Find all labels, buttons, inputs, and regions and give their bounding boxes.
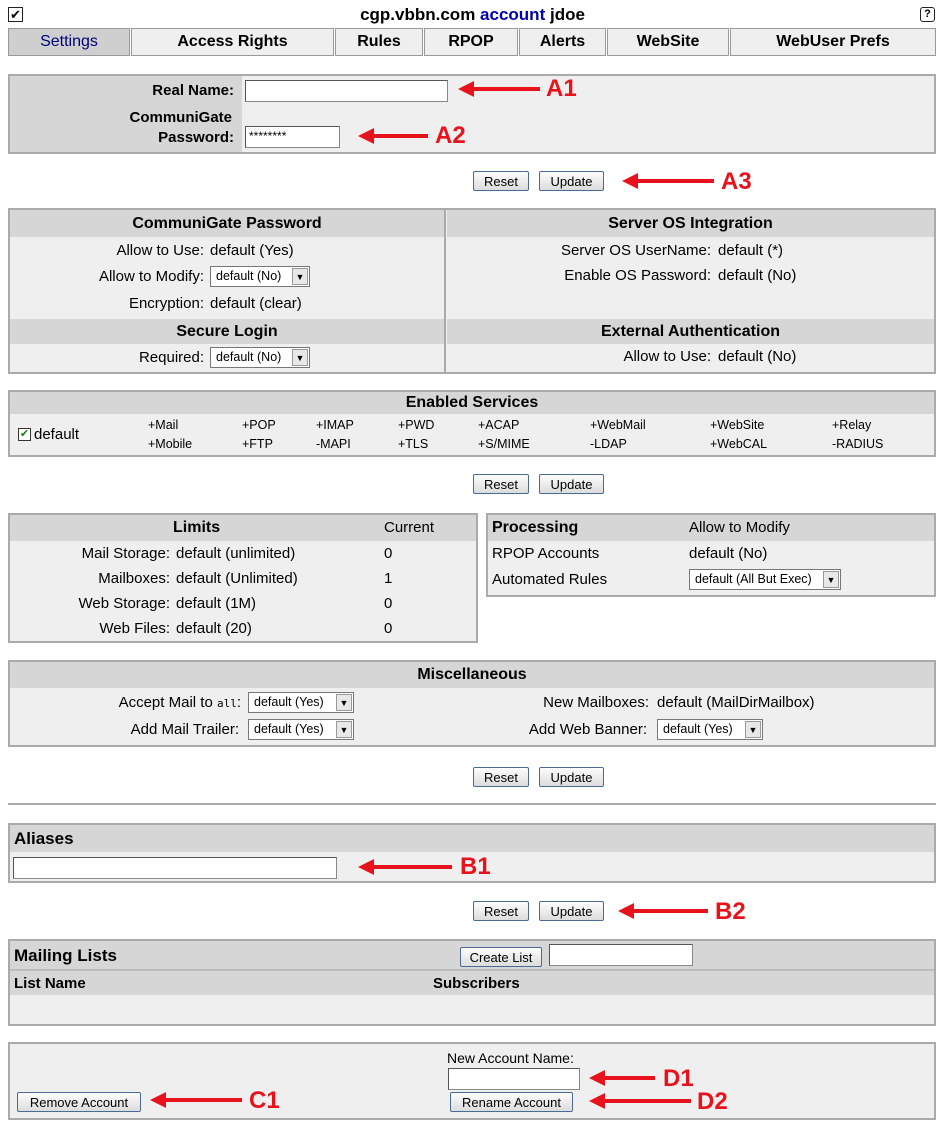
help-icon[interactable]: ? — [920, 7, 935, 22]
mail-storage-value: default (unlimited) — [176, 545, 296, 562]
mail-storage-label: Mail Storage: — [81, 545, 170, 562]
os-password-value: default (No) — [718, 267, 797, 284]
new-list-input[interactable] — [549, 944, 693, 966]
tab-alerts[interactable]: Alerts — [519, 28, 606, 56]
reset-button-services[interactable]: Reset — [473, 474, 529, 494]
mailboxes-current: 1 — [384, 570, 393, 587]
remove-account-button[interactable]: Remove Account — [17, 1092, 141, 1112]
allow-modify-label: Allow to Modify: — [98, 268, 204, 285]
services-header: Enabled Services — [10, 392, 934, 414]
web-files-current: 0 — [384, 620, 393, 637]
tab-website[interactable]: WebSite — [607, 28, 729, 56]
mail-trailer-value: default (Yes) — [254, 722, 324, 736]
accept-mail-colon: : — [236, 694, 241, 711]
chevron-down-icon: ▼ — [823, 571, 839, 588]
limits-header: Limits — [173, 519, 221, 536]
mailing-lists-panel — [8, 939, 936, 1026]
update-button-aliases[interactable]: Update — [539, 901, 604, 921]
allow-use-value: default (Yes) — [210, 242, 294, 259]
arrow-a3 — [636, 179, 714, 183]
arrow-b2 — [632, 909, 708, 913]
chevron-down-icon: ▼ — [745, 721, 761, 738]
annotation-c1: C1 — [249, 1087, 280, 1114]
required-label: Required: — [138, 349, 204, 366]
required-select[interactable] — [210, 347, 310, 368]
aliases-header-band — [10, 825, 934, 852]
service-mapi: -MAPI — [316, 437, 351, 451]
tab-settings[interactable]: Settings — [8, 28, 130, 56]
chevron-down-icon: ▼ — [336, 694, 352, 711]
service-relay: +Relay — [832, 418, 872, 432]
secure-login-header: Secure Login — [10, 319, 444, 344]
rules-select[interactable] — [689, 569, 841, 590]
reset-button-misc[interactable]: Reset — [473, 767, 529, 787]
arrow-a1 — [472, 87, 540, 91]
limits-panel — [8, 513, 478, 643]
title-word: account — [480, 5, 546, 24]
divider — [444, 210, 446, 372]
new-account-name-input[interactable] — [448, 1068, 580, 1090]
password-label-line2: Password: — [158, 129, 234, 146]
chevron-down-icon: ▼ — [336, 721, 352, 738]
processing-header: Processing — [492, 519, 579, 536]
os-username-label: Server OS UserName: — [560, 242, 711, 259]
new-mailboxes-value: default (MailDirMailbox) — [657, 694, 815, 711]
arrow-a2 — [372, 134, 428, 138]
os-password-label: Enable OS Password: — [564, 267, 711, 284]
service-tls: +TLS — [398, 437, 429, 451]
chevron-down-icon: ▼ — [292, 349, 308, 366]
new-mailboxes-label: New Mailboxes: — [543, 694, 649, 711]
rules-label: Automated Rules — [492, 571, 608, 588]
rpop-value: default (No) — [689, 545, 768, 562]
real-name-input[interactable] — [245, 80, 448, 102]
update-button-services[interactable]: Update — [539, 474, 604, 494]
password-os-panel — [8, 208, 936, 374]
allow-modify-select[interactable] — [210, 266, 310, 287]
subscribers-column: Subscribers — [433, 975, 520, 992]
service-acap: +ACAP — [478, 418, 520, 432]
annotation-a3: A3 — [721, 168, 752, 195]
allow-modify-value: default (No) — [216, 269, 282, 283]
rename-account-button[interactable]: Rename Account — [450, 1092, 573, 1112]
password-input[interactable]: ******** — [245, 126, 340, 148]
external-auth-header: External Authentication — [447, 319, 934, 344]
processing-panel — [486, 513, 936, 597]
section-divider — [8, 803, 936, 805]
lists-column-divider — [10, 969, 934, 971]
service-pwd: +PWD — [398, 418, 435, 432]
misc-panel — [8, 660, 936, 747]
service-imap: +IMAP — [316, 418, 354, 432]
misc-header: Miscellaneous — [10, 662, 934, 688]
service-webcal: +WebCAL — [710, 437, 768, 451]
new-account-name-label: New Account Name: — [447, 1050, 574, 1066]
aliases-input[interactable] — [13, 857, 337, 879]
accept-mail-code: all — [216, 697, 237, 710]
account-actions-panel — [8, 1042, 936, 1120]
service-ldap: -LDAP — [590, 437, 627, 451]
arrow-d1 — [603, 1076, 655, 1080]
aliases-header: Aliases — [14, 829, 74, 848]
web-banner-select[interactable] — [657, 719, 763, 740]
arrow-b1 — [372, 865, 452, 869]
service-smime: +S/MIME — [478, 437, 530, 451]
update-button-basic[interactable]: Update — [539, 171, 604, 191]
ext-auth-value: default (No) — [718, 348, 797, 365]
service-website: +WebSite — [710, 418, 765, 432]
accept-mail-label — [10, 694, 241, 711]
services-default-checkbox[interactable]: ✔ — [19, 428, 30, 440]
allow-use-label: Allow to Use: — [116, 242, 204, 259]
arrow-d2 — [603, 1099, 691, 1103]
service-mail: +Mail — [148, 418, 179, 432]
annotation-a1: A1 — [546, 75, 577, 102]
accept-mail-select[interactable] — [248, 692, 354, 713]
web-banner-label: Add Web Banner: — [528, 721, 647, 738]
encryption-label: Encryption: — [128, 295, 204, 312]
web-banner-value: default (Yes) — [663, 722, 733, 736]
password-label-line1: CommuniGate — [129, 109, 232, 126]
accept-mail-text: Accept Mail to — [118, 694, 217, 711]
reset-button-basic[interactable]: Reset — [473, 171, 529, 191]
tab-webuser-prefs[interactable]: WebUser Prefs — [730, 28, 936, 56]
encryption-value: default (clear) — [210, 295, 302, 312]
web-files-label: Web Files: — [99, 620, 170, 637]
ext-auth-label: Allow to Use: — [623, 348, 711, 365]
mail-trailer-select[interactable] — [248, 719, 354, 740]
update-button-misc[interactable]: Update — [539, 767, 604, 787]
service-radius: -RADIUS — [832, 437, 884, 451]
cg-password-header: CommuniGate Password — [10, 210, 444, 237]
service-webmail: +WebMail — [590, 418, 646, 432]
accept-mail-value: default (Yes) — [254, 695, 324, 709]
title-user: jdoe — [549, 5, 585, 24]
enabled-services-panel — [8, 390, 936, 457]
service-pop: +POP — [242, 418, 276, 432]
arrow-c1 — [164, 1098, 242, 1102]
annotation-a2: A2 — [435, 122, 466, 149]
rpop-label: RPOP Accounts — [492, 545, 600, 562]
mail-storage-current: 0 — [384, 545, 393, 562]
mail-trailer-label: Add Mail Trailer: — [130, 721, 239, 738]
annotation-b1: B1 — [460, 853, 491, 880]
tab-access-rights[interactable]: Access Rights — [131, 28, 334, 56]
os-username-value: default (*) — [718, 242, 784, 259]
tab-rpop[interactable]: RPOP — [424, 28, 518, 56]
limits-current-header: Current — [384, 519, 435, 536]
mailing-lists-header: Mailing Lists — [14, 946, 117, 965]
web-storage-current: 0 — [384, 595, 393, 612]
annotation-d2: D2 — [697, 1088, 728, 1115]
tab-rules[interactable]: Rules — [335, 28, 423, 56]
annotation-d1: D1 — [663, 1065, 694, 1092]
web-storage-label: Web Storage: — [78, 595, 170, 612]
create-list-button[interactable]: Create List — [460, 947, 542, 967]
required-value: default (No) — [216, 350, 282, 364]
chevron-down-icon: ▼ — [292, 268, 308, 285]
checkbox-icon[interactable]: ✔ — [8, 7, 23, 22]
processing-allow-header: Allow to Modify — [689, 519, 790, 536]
mailboxes-value: default (Unlimited) — [176, 570, 298, 587]
web-files-value: default (20) — [176, 620, 252, 637]
service-mobile: +Mobile — [148, 437, 193, 451]
server-os-header: Server OS Integration — [447, 210, 934, 237]
real-name-label: Real Name: — [152, 82, 234, 99]
title-host: cgp.vbbn.com — [360, 5, 476, 24]
annotation-b2: B2 — [715, 898, 746, 925]
mailboxes-label: Mailboxes: — [98, 570, 170, 587]
web-storage-value: default (1M) — [176, 595, 257, 612]
list-name-column: List Name — [14, 975, 86, 992]
services-default-label: default — [34, 426, 80, 443]
service-ftp: +FTP — [242, 437, 273, 451]
reset-button-aliases[interactable]: Reset — [473, 901, 529, 921]
page-title — [0, 5, 945, 25]
rules-value: default (All But Exec) — [695, 572, 812, 586]
